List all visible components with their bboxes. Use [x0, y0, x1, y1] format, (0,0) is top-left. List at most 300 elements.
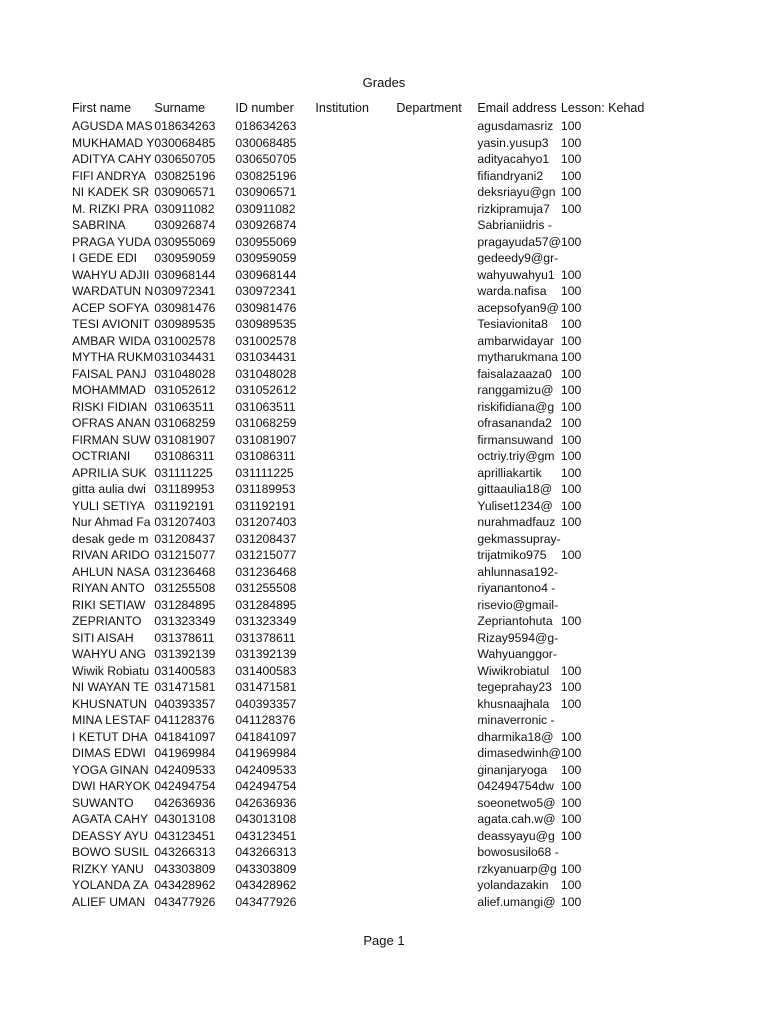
id-number-cell: 030068485 — [235, 135, 297, 150]
surname-cell: 031255508 — [154, 581, 216, 595]
institution-cell — [315, 778, 396, 795]
email-cell: firmansuwand — [477, 432, 554, 447]
institution-cell — [315, 300, 396, 317]
table-row — [72, 547, 644, 564]
surname-cell: 043013108 — [154, 812, 216, 826]
email-cell: gedeedy9@gr- — [477, 251, 559, 265]
surname-cell: 031400583 — [154, 663, 216, 678]
id-number-cell: 030959059 — [235, 251, 297, 265]
table-row — [72, 118, 644, 135]
department-cell — [396, 564, 477, 581]
table-row — [72, 399, 644, 416]
id-number-cell: 043303809 — [235, 861, 297, 876]
table-row — [72, 828, 644, 845]
id-number-cell: 041841097 — [235, 729, 297, 744]
lesson-grade-cell: 100 — [560, 432, 582, 447]
id-number-cell: 030825196 — [235, 168, 297, 183]
table-row — [72, 184, 644, 201]
header-row — [72, 99, 644, 118]
first-name-cell: TESI AVIONIT — [72, 317, 150, 331]
page-number: Page 1 — [363, 933, 405, 948]
lesson-grade-cell: 100 — [560, 515, 582, 529]
department-cell — [396, 217, 477, 234]
lesson-grade-cell: 100 — [560, 746, 582, 760]
table-row — [72, 498, 644, 515]
email-cell: riskifidiana@g — [477, 399, 555, 414]
department-cell — [396, 168, 477, 185]
department-cell — [396, 234, 477, 251]
id-number-cell: 043428962 — [235, 878, 297, 892]
department-cell — [396, 481, 477, 498]
table-row — [72, 795, 644, 812]
first-name-cell: YOLANDA ZA — [72, 878, 149, 892]
department-cell — [396, 630, 477, 647]
id-number-cell: 031086311 — [235, 449, 296, 463]
lesson-grade-cell: 100 — [560, 878, 582, 892]
email-cell: dharmika18@ — [477, 729, 554, 744]
id-number-cell: 042409533 — [235, 762, 297, 777]
first-name-cell: MINA LESTAF — [72, 713, 151, 727]
surname-cell: 031111225 — [154, 465, 213, 480]
department-cell — [396, 267, 477, 284]
header-id-number: ID number — [235, 101, 294, 115]
first-name-cell: ZEPRIANTO — [72, 614, 142, 628]
institution-cell — [315, 646, 396, 663]
institution-cell — [315, 333, 396, 350]
department-cell — [396, 762, 477, 779]
table-row — [72, 712, 644, 729]
id-number-cell: 031207403 — [235, 515, 297, 529]
id-number-cell: 030911082 — [235, 201, 296, 216]
institution-cell — [315, 151, 396, 168]
institution-cell — [315, 399, 396, 416]
surname-cell: 042409533 — [154, 762, 216, 777]
table-row — [72, 861, 644, 878]
table-row — [72, 877, 644, 894]
surname-cell: 031284895 — [154, 597, 216, 612]
department-cell — [396, 415, 477, 432]
table-body — [72, 118, 644, 910]
institution-cell — [315, 481, 396, 498]
id-number-cell: 041128376 — [235, 713, 296, 727]
surname-cell: 040393357 — [154, 696, 216, 711]
department-cell — [396, 399, 477, 416]
email-cell: yasin.yusup3 — [477, 135, 549, 150]
first-name-cell: OCTRIANI — [72, 449, 131, 463]
institution-cell — [315, 531, 396, 548]
email-cell: minaverronic - — [477, 713, 555, 727]
first-name-cell: MOHAMMAD — [72, 383, 146, 397]
first-name-cell: RISKI FIDIAN — [72, 399, 148, 414]
first-name-cell: RIVAN ARIDO — [72, 548, 150, 562]
lesson-grade-cell: 100 — [560, 333, 582, 348]
institution-cell — [315, 663, 396, 680]
email-cell: deksriayu@gn — [477, 185, 556, 199]
lesson-grade-cell: 100 — [560, 779, 582, 793]
grades-table — [72, 99, 644, 910]
lesson-grade-cell: 100 — [560, 152, 582, 166]
surname-cell: 031081907 — [154, 432, 216, 447]
first-name-cell: ALIEF UMAN — [72, 894, 146, 909]
first-name-cell: MUKHAMAD Y — [72, 135, 155, 150]
lesson-grade-cell: 100 — [560, 284, 582, 298]
email-cell: Zepriantohuta — [477, 614, 553, 628]
surname-cell: 031392139 — [154, 647, 216, 661]
table-row — [72, 663, 644, 680]
table-row — [72, 564, 644, 581]
email-cell: Tesiavionita8 — [477, 317, 548, 331]
header-first-name: First name — [72, 101, 132, 115]
first-name-cell: FAISAL PANJ — [72, 366, 147, 381]
lesson-grade-cell: 100 — [560, 680, 582, 694]
table-row — [72, 432, 644, 449]
lesson-grade-cell: 100 — [560, 482, 582, 496]
institution-cell — [315, 283, 396, 300]
institution-cell — [315, 498, 396, 515]
first-name-cell: AHLUN NASA — [72, 564, 150, 579]
table-row — [72, 217, 644, 234]
table-row — [72, 481, 644, 498]
id-number-cell: 031255508 — [235, 581, 297, 595]
institution-cell — [315, 597, 396, 614]
header-lesson: Lesson: Kehad — [560, 101, 645, 115]
lesson-grade-cell: 100 — [560, 498, 582, 513]
table-row — [72, 646, 644, 663]
department-cell — [396, 333, 477, 350]
email-cell: ahlunnasa192- — [477, 564, 559, 579]
id-number-cell: 031400583 — [235, 663, 297, 678]
table-row — [72, 316, 644, 333]
institution-cell — [315, 250, 396, 267]
header-institution: Institution — [315, 101, 369, 115]
surname-cell: 030989535 — [154, 317, 216, 331]
email-cell: gittaaulia18@ — [477, 482, 553, 496]
first-name-cell: desak gede m — [72, 531, 149, 546]
email-cell: gekmassupray- — [477, 531, 561, 546]
first-name-cell: SABRINA — [72, 218, 126, 232]
department-cell — [396, 514, 477, 531]
surname-cell: 030972341 — [154, 284, 216, 298]
first-name-cell: SITI AISAH — [72, 630, 134, 645]
email-cell: rizkipramuja7 — [477, 201, 550, 216]
table-row — [72, 283, 644, 300]
department-cell — [396, 597, 477, 614]
table-row — [72, 300, 644, 317]
surname-cell: 030068485 — [154, 135, 216, 150]
email-cell: trijatmiko975 — [477, 548, 547, 562]
email-cell: risevio@gmail- — [477, 597, 559, 612]
first-name-cell: AGUSDA MAS — [72, 119, 153, 133]
surname-cell: 041969984 — [154, 746, 216, 760]
first-name-cell: WAHYU ANG — [72, 647, 147, 661]
id-number-cell: 031002578 — [235, 333, 297, 348]
lesson-grade-cell: 100 — [560, 449, 582, 463]
department-cell — [396, 184, 477, 201]
department-cell — [396, 498, 477, 515]
surname-cell: 031323349 — [154, 614, 216, 628]
surname-cell: 043477926 — [154, 894, 216, 909]
email-cell: nurahmadfauz — [477, 515, 556, 529]
institution-cell — [315, 696, 396, 713]
email-cell: mytharukmana — [477, 350, 558, 364]
id-number-cell: 030989535 — [235, 317, 297, 331]
table-row — [72, 630, 644, 647]
email-cell: ambarwidayar — [477, 333, 554, 348]
id-number-cell: 031189953 — [235, 482, 296, 496]
first-name-cell: YULI SETIYA — [72, 498, 145, 513]
first-name-cell: Nur Ahmad Fa — [72, 515, 151, 529]
department-cell — [396, 663, 477, 680]
institution-cell — [315, 762, 396, 779]
id-number-cell: 031192191 — [235, 498, 296, 513]
surname-cell: 031048028 — [154, 366, 216, 381]
id-number-cell: 031378611 — [235, 630, 296, 645]
email-cell: deassyayu@g — [477, 828, 555, 843]
lesson-grade-cell: 100 — [560, 861, 582, 876]
department-cell — [396, 135, 477, 152]
institution-cell — [315, 745, 396, 762]
id-number-cell: 030981476 — [235, 300, 297, 315]
institution-cell — [315, 382, 396, 399]
lesson-grade-cell: 100 — [560, 201, 582, 216]
email-cell: acepsofyan9@ — [477, 300, 559, 315]
lesson-grade-cell: 100 — [560, 696, 582, 711]
id-number-cell: 031052612 — [235, 383, 297, 397]
table-row — [72, 366, 644, 383]
institution-cell — [315, 201, 396, 218]
first-name-cell: I GEDE EDI — [72, 251, 138, 265]
department-cell — [396, 465, 477, 482]
surname-cell: 031063511 — [154, 399, 215, 414]
institution-cell — [315, 877, 396, 894]
lesson-grade-cell: 100 — [560, 894, 582, 909]
id-number-cell: 031048028 — [235, 366, 297, 381]
surname-cell: 031207403 — [154, 515, 216, 529]
surname-cell: 031034431 — [154, 350, 216, 364]
table-row — [72, 168, 644, 185]
first-name-cell: DIMAS EDWI — [72, 746, 146, 760]
first-name-cell: FIRMAN SUW — [72, 432, 151, 447]
first-name-cell: RIKI SETIAW — [72, 597, 146, 612]
institution-cell — [315, 630, 396, 647]
email-cell: alief.umangi@ — [477, 894, 556, 909]
id-number-cell: 030972341 — [235, 284, 297, 298]
institution-cell — [315, 366, 396, 383]
id-number-cell: 031323349 — [235, 614, 297, 628]
institution-cell — [315, 415, 396, 432]
id-number-cell: 043266313 — [235, 845, 297, 859]
department-cell — [396, 696, 477, 713]
table-row — [72, 151, 644, 168]
table-row — [72, 448, 644, 465]
lesson-grade-cell: 100 — [560, 119, 582, 133]
institution-cell — [315, 349, 396, 366]
email-cell: Rizay9594@g- — [477, 630, 559, 645]
institution-cell — [315, 168, 396, 185]
first-name-cell: WARDATUN N — [72, 284, 154, 298]
lesson-grade-cell — [561, 844, 644, 861]
institution-cell — [315, 811, 396, 828]
email-cell: riyanantono4 - — [477, 581, 556, 595]
id-number-cell: 031236468 — [235, 564, 297, 579]
surname-cell: 042494754 — [154, 779, 216, 793]
lesson-grade-cell: 100 — [560, 267, 582, 282]
email-cell: ranggamizu@ — [477, 383, 554, 397]
department-cell — [396, 712, 477, 729]
lesson-grade-cell: 100 — [560, 828, 582, 843]
id-number-cell: 031392139 — [235, 647, 297, 661]
id-number-cell: 043477926 — [235, 894, 297, 909]
first-name-cell: FIFI ANDRYA — [72, 168, 147, 183]
department-cell — [396, 349, 477, 366]
lesson-grade-cell: 100 — [560, 465, 582, 480]
table-row — [72, 597, 644, 614]
institution-cell — [315, 217, 396, 234]
department-cell — [396, 432, 477, 449]
id-number-cell: 031215077 — [235, 548, 297, 562]
table-row — [72, 778, 644, 795]
table-row — [72, 415, 644, 432]
email-cell: fifiandryani2 — [477, 168, 544, 183]
department-cell — [396, 300, 477, 317]
lesson-grade-cell: 100 — [560, 383, 582, 397]
surname-cell: 031215077 — [154, 548, 216, 562]
first-name-cell: DWI HARYOK — [72, 779, 151, 793]
table-row — [72, 201, 644, 218]
surname-cell: 043303809 — [154, 861, 216, 876]
table-row — [72, 613, 644, 630]
email-cell: yolandazakin — [477, 878, 549, 892]
first-name-cell: AGATA CAHY — [72, 812, 149, 826]
lesson-grade-cell: 100 — [560, 317, 582, 331]
surname-cell: 030926874 — [154, 218, 216, 232]
lesson-grade-cell — [561, 564, 644, 581]
header-surname: Surname — [154, 101, 206, 115]
lesson-grade-cell — [561, 217, 644, 234]
department-cell — [396, 366, 477, 383]
institution-cell — [315, 234, 396, 251]
email-cell: tegeprahay23 — [477, 680, 552, 694]
lesson-grade-cell: 100 — [560, 614, 582, 628]
lesson-grade-cell: 100 — [560, 399, 582, 414]
surname-cell: 041128376 — [154, 713, 215, 727]
first-name-cell: NI KADEK SR — [72, 185, 150, 199]
surname-cell: 031471581 — [154, 680, 216, 694]
lesson-grade-cell: 100 — [560, 795, 582, 810]
email-cell: Wiwikrobiatul — [477, 663, 550, 678]
institution-cell — [315, 613, 396, 630]
first-name-cell: SUWANTO — [72, 795, 134, 810]
id-number-cell: 031208437 — [235, 531, 297, 546]
table-row — [72, 679, 644, 696]
lesson-grade-cell — [561, 250, 644, 267]
lesson-grade-cell — [561, 531, 644, 548]
email-cell: bowosusilo68 - — [477, 845, 559, 859]
surname-cell: 031002578 — [154, 333, 216, 348]
department-cell — [396, 613, 477, 630]
lesson-grade-cell: 100 — [560, 168, 582, 183]
first-name-cell: DEASSY AYU — [72, 828, 149, 843]
table-row — [72, 465, 644, 482]
department-cell — [396, 894, 477, 911]
id-number-cell: 043123451 — [235, 828, 297, 843]
first-name-cell: I KETUT DHA — [72, 729, 148, 744]
id-number-cell: 041969984 — [235, 746, 297, 760]
id-number-cell: 031471581 — [235, 680, 297, 694]
department-cell — [396, 250, 477, 267]
lesson-grade-cell: 100 — [560, 135, 582, 150]
email-cell: 042494754dw — [477, 779, 554, 793]
email-cell: khusnaajhala — [477, 696, 550, 711]
id-number-cell: 030650705 — [235, 152, 297, 166]
table-row — [72, 333, 644, 350]
department-cell — [396, 828, 477, 845]
id-number-cell: 030906571 — [235, 185, 297, 199]
first-name-cell: gitta aulia dwi — [72, 482, 146, 496]
id-number-cell: 031068259 — [235, 416, 297, 430]
department-cell — [396, 382, 477, 399]
first-name-cell: RIYAN ANTO — [72, 581, 145, 595]
department-cell — [396, 547, 477, 564]
first-name-cell: NI WAYAN TE — [72, 680, 149, 694]
surname-cell: 030959059 — [154, 251, 216, 265]
institution-cell — [315, 564, 396, 581]
surname-cell: 030955069 — [154, 234, 216, 249]
id-number-cell: 042636936 — [235, 795, 297, 810]
email-cell: rzkyanuarp@g — [477, 861, 557, 876]
department-cell — [396, 646, 477, 663]
table-row — [72, 696, 644, 713]
department-cell — [396, 861, 477, 878]
surname-cell: 042636936 — [154, 795, 216, 810]
email-cell: Sabrianiidris - — [477, 218, 552, 232]
department-cell — [396, 118, 477, 135]
surname-cell: 030906571 — [154, 185, 216, 199]
email-cell: ofrasananda2 — [477, 416, 552, 430]
lesson-grade-cell: 100 — [560, 234, 582, 249]
surname-cell: 031189953 — [154, 482, 215, 496]
lesson-grade-cell — [561, 580, 644, 597]
header-department: Department — [396, 101, 462, 115]
surname-cell: 031236468 — [154, 564, 216, 579]
page-title: Grades — [362, 75, 406, 90]
institution-cell — [315, 894, 396, 911]
table-row — [72, 745, 644, 762]
email-cell: agusdamasriz — [477, 119, 554, 133]
institution-cell — [315, 861, 396, 878]
surname-cell: 043428962 — [154, 878, 216, 892]
email-cell: Yuliset1234@ — [477, 498, 553, 513]
institution-cell — [315, 316, 396, 333]
table-row — [72, 250, 644, 267]
table-row — [72, 844, 644, 861]
department-cell — [396, 151, 477, 168]
institution-cell — [315, 267, 396, 284]
id-number-cell: 031081907 — [235, 432, 297, 447]
lesson-grade-cell: 100 — [560, 185, 582, 199]
lesson-grade-cell — [561, 630, 644, 647]
lesson-grade-cell: 100 — [560, 762, 582, 777]
table-row — [72, 531, 644, 548]
lesson-grade-cell — [561, 712, 644, 729]
institution-cell — [315, 828, 396, 845]
id-number-cell: 031063511 — [235, 399, 296, 414]
department-cell — [396, 811, 477, 828]
first-name-cell: PRAGA YUDA — [72, 234, 152, 249]
email-cell: wahyuwahyu1 — [477, 267, 555, 282]
surname-cell: 030911082 — [154, 201, 215, 216]
institution-cell — [315, 712, 396, 729]
